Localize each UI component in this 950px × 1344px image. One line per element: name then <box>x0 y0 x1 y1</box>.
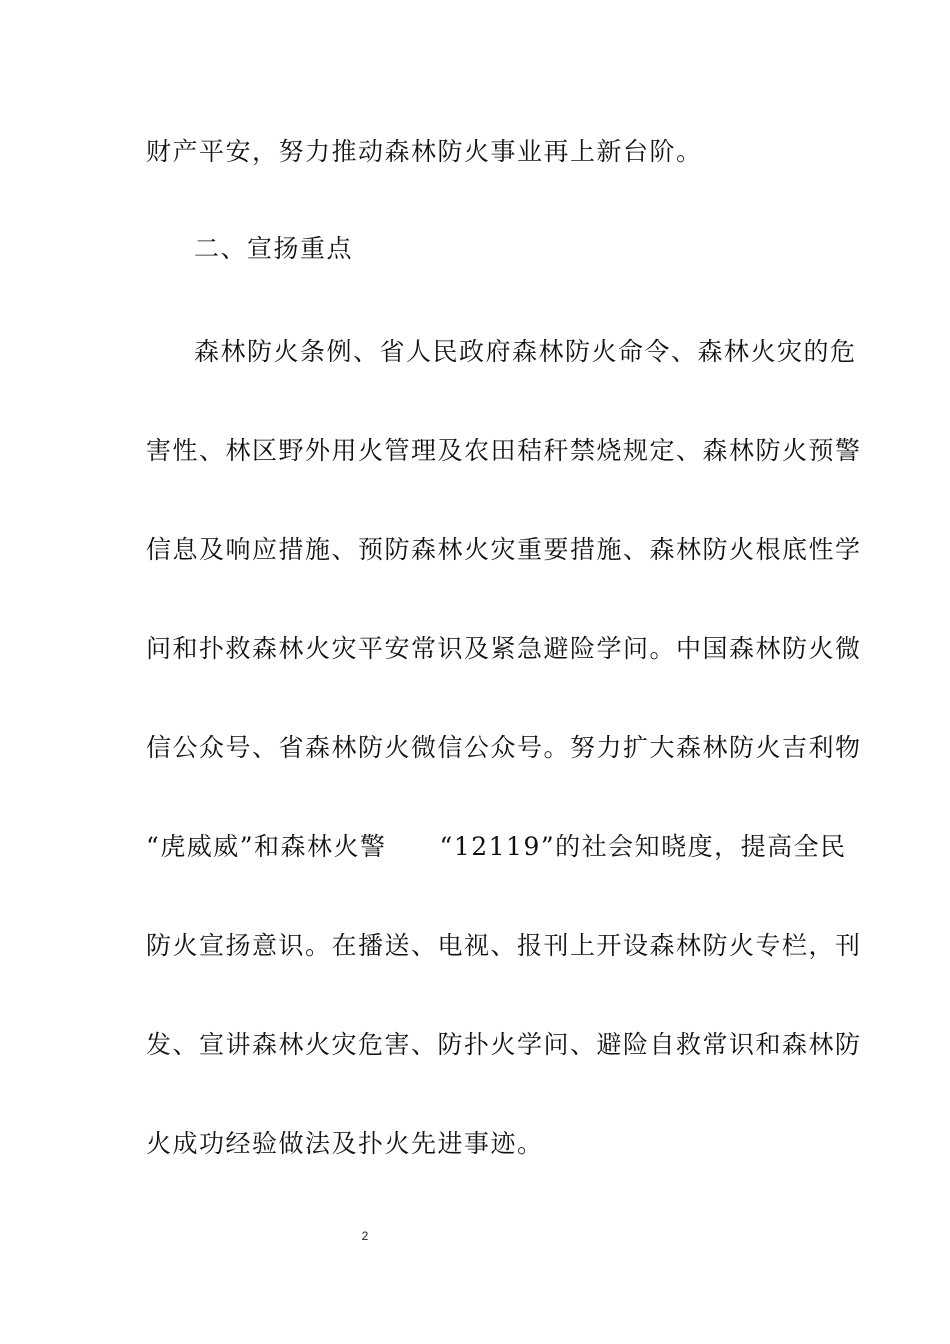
page-number: 2 <box>361 1229 369 1243</box>
paragraph-line: 防火宣扬意识。在播送、电视、报刊上开设森林防火专栏，刊 <box>146 931 862 960</box>
paragraph-line: 信公众号、省森林防火微信公众号。努力扩大森林防火吉利物 <box>146 733 862 762</box>
paragraph-line-continuation: 财产平安，努力推动森林防火事业再上新台阶。 <box>146 137 703 166</box>
paragraph-line: 害性、林区野外用火管理及农田秸秆禁烧规定、森林防火预警 <box>146 436 862 465</box>
paragraph-line: “虎威威”和森林火警 “12119”的社会知晓度，提高全民 <box>146 832 847 861</box>
section-heading: 二、宣扬重点 <box>194 234 354 263</box>
paragraph-line: 发、宣讲森林火灾危害、防扑火学问、避险自救常识和森林防 <box>146 1030 862 1059</box>
paragraph-line: 问和扑救森林火灾平安常识及紧急避险学问。中国森林防火微 <box>146 634 862 663</box>
paragraph-line: 森林防火条例、省人民政府森林防火命令、森林火灾的危 <box>194 337 857 366</box>
paragraph-line-last: 火成功经验做法及扑火先进事迹。 <box>146 1129 544 1158</box>
paragraph-line: 信息及响应措施、预防森林火灾重要措施、森林防火根底性学 <box>146 535 862 564</box>
